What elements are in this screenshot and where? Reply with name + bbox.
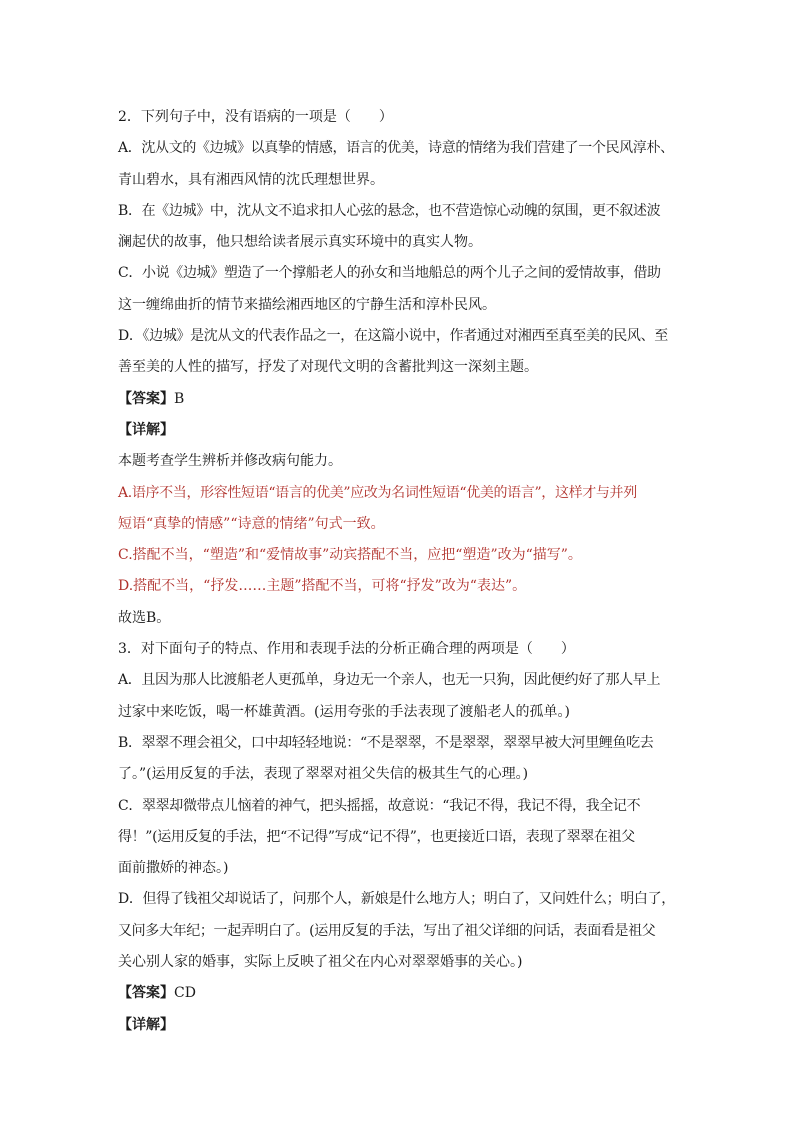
q2-answer: [118, 384, 684, 415]
q3-stem: 3．对下面句子的特点、作用和表现手法的分析正确合理的两项是（ ）: [118, 641, 575, 658]
q3-answer-value: CD: [174, 985, 196, 1002]
q2-option-c-line1: C．小说《边城》塑造了一个撑船老人的孙女和当地船总的两个儿子之间的爱情故事，借助: [118, 265, 661, 282]
q3-option-c-line3: 面前撒娇的神态。): [118, 860, 229, 877]
q3-answer-tag: 【答案】: [118, 985, 174, 1002]
q3-option-b-line2: 了。”(运用反复的手法，表现了翠翠对祖父失信的极其生气的心理。): [118, 766, 529, 783]
q2-explain-d: D.搭配不当，“抒发……主题”搭配不当，可将“抒发”改为“表达”。: [118, 578, 527, 595]
q2-option-d-line1: D．《边城》是沈从文的代表作品之一，在这篇小说中，作者通过对湘西至真至美的民风、至: [118, 328, 668, 345]
q2-stem: 2．下列句子中，没有语病的一项是（ ）: [118, 109, 393, 125]
q2-answer-value: B: [174, 390, 185, 407]
q2-explain-a-line2: 短语“真挚的情感”“诗意的情绪”句式一致。: [118, 515, 385, 532]
q3-option-c-line2: 得！”(运用反复的手法，把“不记得”写成“记不得”，也更接近口语，表现了翠翠在祖父: [118, 828, 635, 845]
q2-option-b-line2: 澜起伏的故事，他只想给读者展示真实环境中的真实人物。: [118, 234, 482, 251]
q2-explain-c: C.搭配不当，“塑造”和“爱情故事”动宾搭配不当，应把“塑造”改为“描写”。: [118, 547, 582, 564]
q2-option-b-line1: B．在《边城》中，沈从文不追求扣人心弦的悬念，也不营造惊心动魄的氛围，更不叙述波: [118, 202, 661, 219]
document-page: [118, 102, 684, 1041]
q3-option-d-line1: D．但得了钱祖父却说话了，问那个人，新娘是什么地方人；明白了，又问姓什么；明白了，: [118, 891, 675, 908]
q3-option-d-line2: 又问多大年纪；一起弄明白了。(运用反复的手法，写出了祖父详细的问话，表面看是祖父: [118, 922, 656, 939]
q3-option-b-line1: B．翠翠不理会祖父，口中却轻轻地说：“不是翠翠，不是翠翠，翠翠早被大河里鲤鱼吃去: [118, 734, 654, 751]
q3-detail-tag: 【详解】: [118, 1016, 174, 1033]
q2-option-d-line2: 善至美的人性的描写，抒发了对现代文明的含蓄批判这一深刻主题。: [118, 359, 538, 376]
q3-option-a-line1: A．且因为那人比渡船老人更孤单，身边无一个亲人，也无一只狗，因此便约好了那人早上: [118, 672, 661, 689]
q2-answer-tag: 【答案】: [118, 390, 174, 407]
q2-explain-a-line1: A.语序不当，形容性短语“语言的优美”应改为名词性短语“优美的语言”，这样才与并列: [118, 484, 637, 501]
q3-option-d-line3: 关心别人家的婚事，实际上反映了祖父在内心对翠翠婚事的关心。): [118, 954, 523, 971]
q3-option-c-line1: C．翠翠却微带点儿恼着的神气，把头摇摇，故意说：“我记不得，我记不得，我全记不: [118, 797, 641, 814]
q2-option-c-line2: 这一缠绵曲折的情节来描绘湘西地区的宁静生活和淳朴民风。: [118, 296, 496, 313]
q2-option-a-line1: A．沈从文的《边城》以真挚的情感，语言的优美，诗意的情绪为我们营建了一个民风淳朴、: [118, 140, 674, 157]
q2-conclusion: 故选B。: [118, 609, 171, 626]
q3-answer: [118, 978, 684, 1009]
q3-option-a-line2: 过家中来吃饭，喝一杯雄黄酒。(运用夸张的手法表现了渡船老人的孤单。): [118, 703, 570, 720]
q2-detail-tag: 【详解】: [118, 421, 174, 438]
q2-option-a-line2: 青山碧水，具有湘西风情的沈氏理想世界。: [118, 171, 384, 188]
q2-explain-intro: 本题考查学生辨析并修改病句能力。: [118, 453, 342, 470]
